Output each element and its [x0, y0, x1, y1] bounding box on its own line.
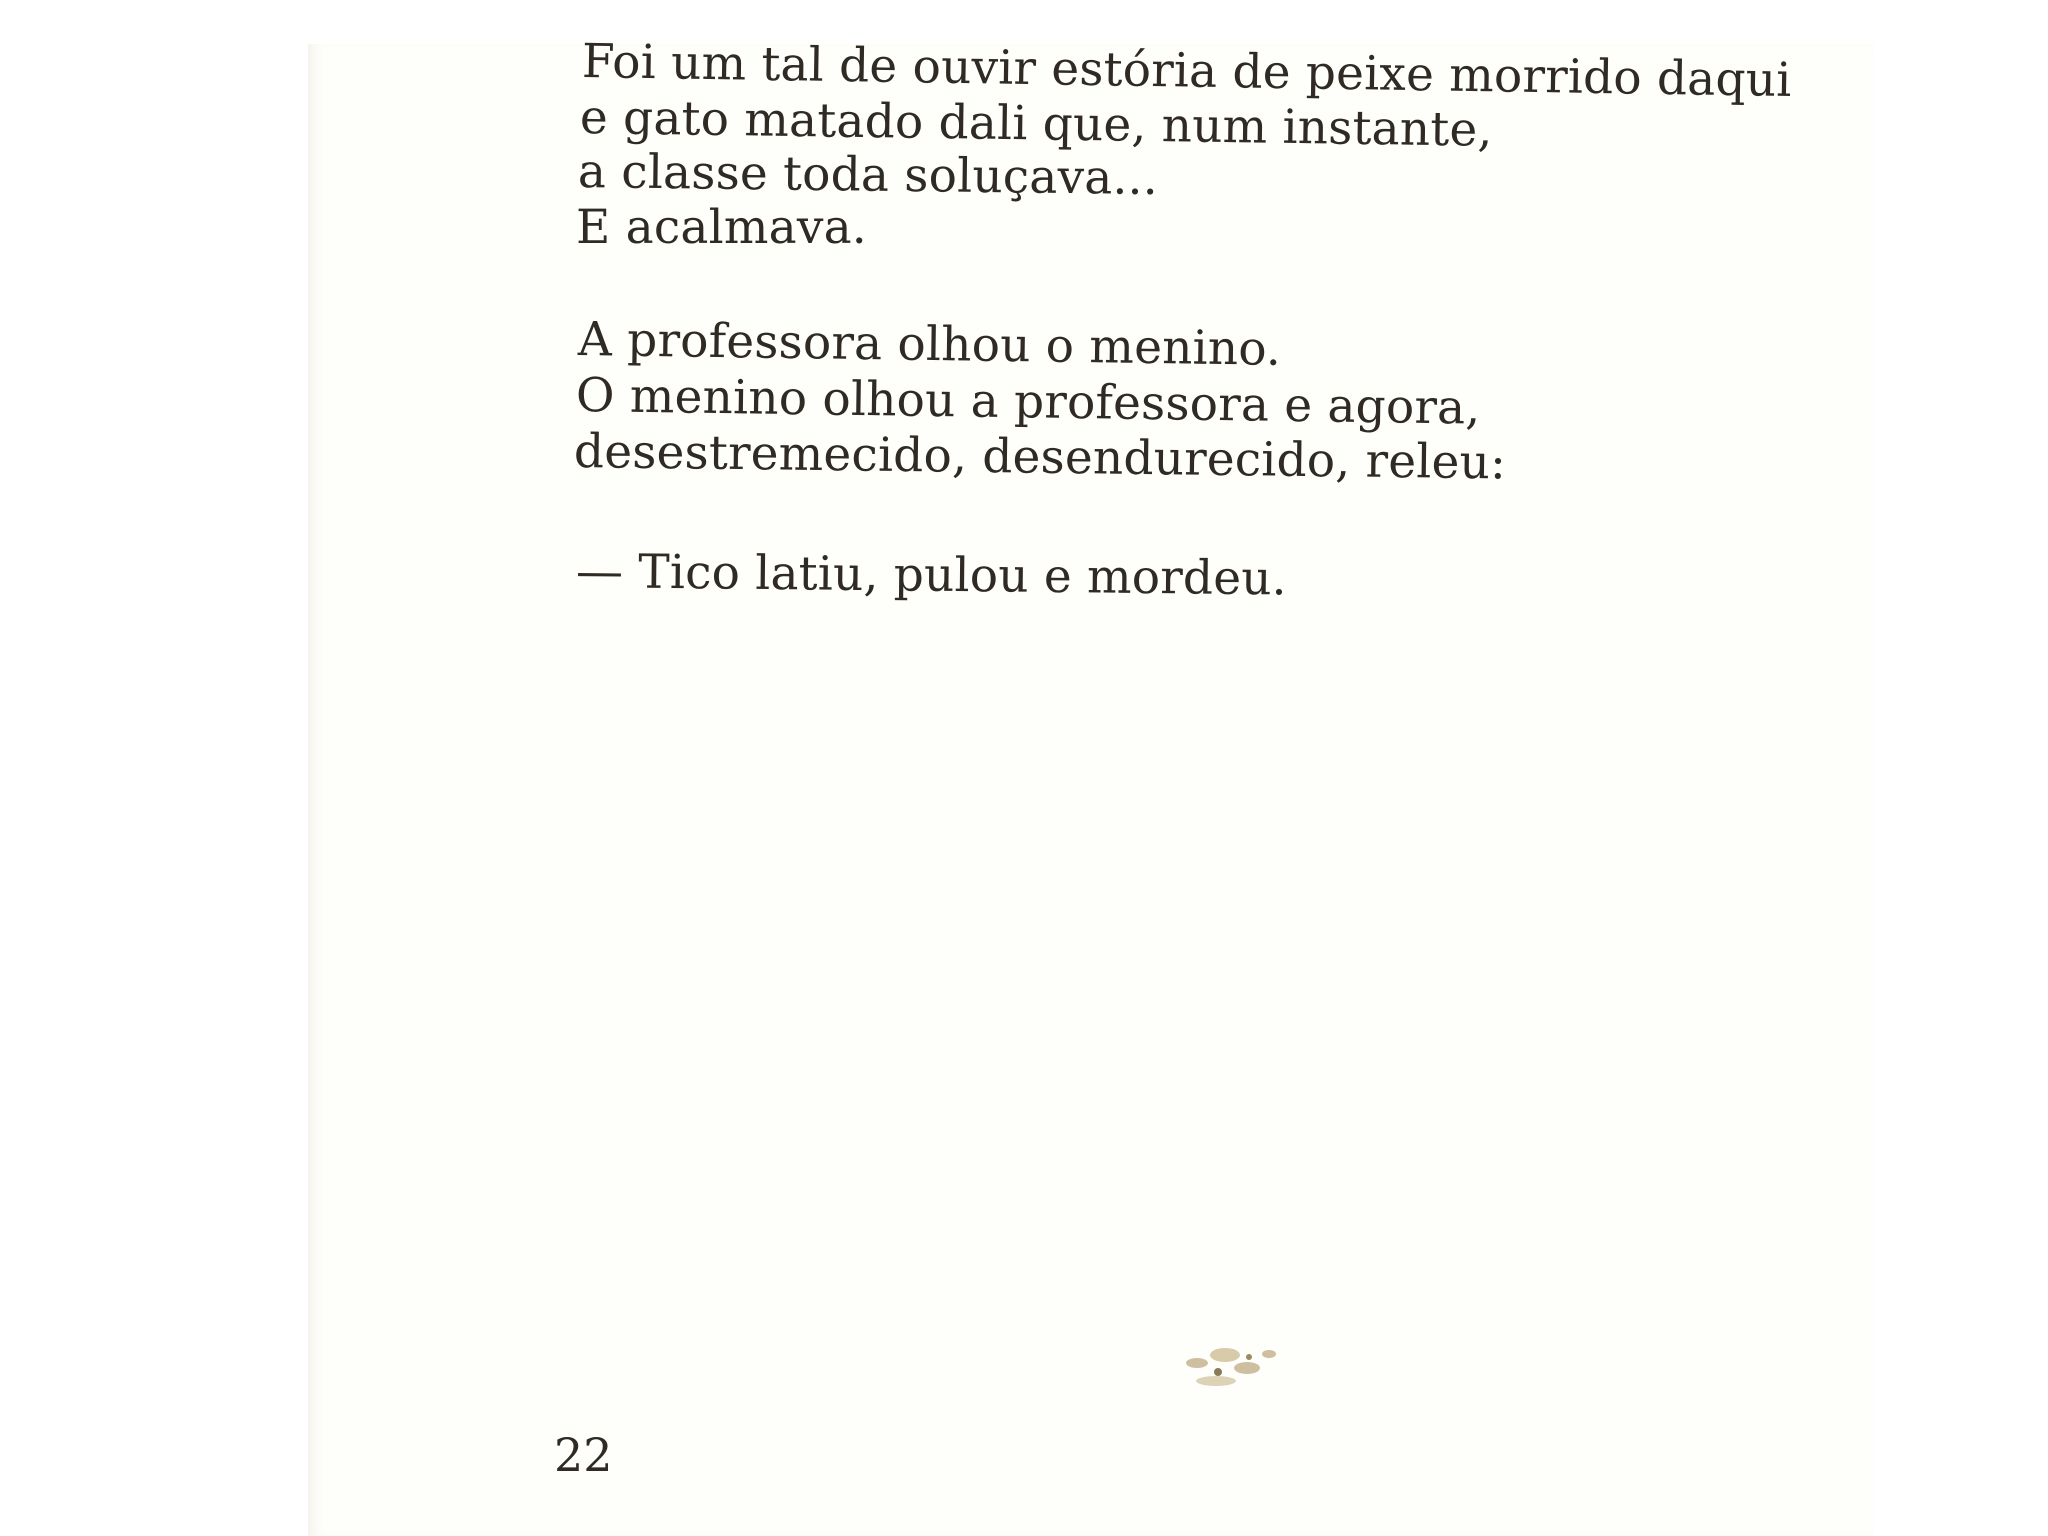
text-line: desestremecido, desendurecido, releu:	[573, 424, 1507, 491]
page-number: 22	[554, 1428, 613, 1482]
paper-stain	[1176, 1340, 1286, 1400]
text-line: E acalmava.	[576, 200, 867, 255]
text-line: O menino olhou a professora e agora,	[575, 368, 1481, 436]
text-line: — Tico latiu, pulou e mordeu.	[575, 544, 1288, 607]
text-line: Foi um tal de ouvir estória de peixe morrido daqui	[581, 34, 1792, 108]
text-line: A professora olhou o menino.	[577, 312, 1282, 377]
text-line: a classe toda soluçava...	[577, 144, 1159, 207]
book-page	[308, 44, 1874, 1536]
text-line: e gato matado dali que, num instante,	[579, 90, 1493, 158]
